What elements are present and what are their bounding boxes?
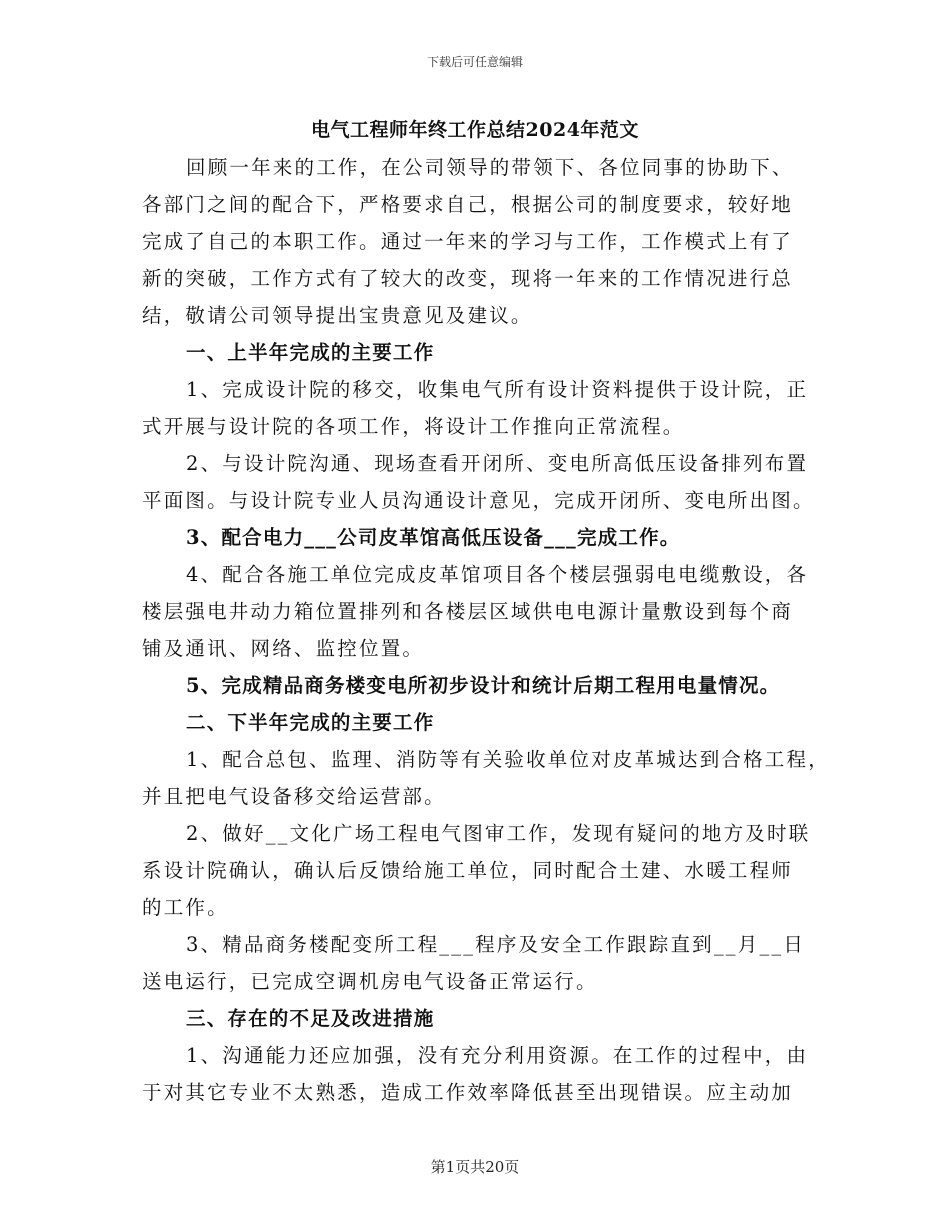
paragraph-line: 3、精品商务楼配变所工程___程序及安全工作跟踪直到__月__日 <box>186 933 806 956</box>
paragraph-line: 1、完成设计院的移交，收集电气所有设计资料提供于设计院，正 <box>186 378 809 401</box>
paragraph-line: 各部门之间的配合下，严格要求自己，根据公司的制度要求，较好地 <box>142 193 794 216</box>
paragraph-line: 并且把电气设备移交给运营部。 <box>142 785 446 808</box>
paragraph-line: 楼层强电井动力箱位置排列和各楼层区域供电电源计量敷设到每个商 <box>142 600 794 623</box>
paragraph-line: 铺及通讯、网络、监控位置。 <box>142 637 425 660</box>
section-heading: 二、下半年完成的主要工作 <box>186 711 435 734</box>
paragraph-line: 1、沟通能力还应加强，没有充分利用资源。在工作的过程中，由 <box>186 1044 809 1067</box>
bold-item: 3、配合电力___公司皮革馆高低压设备___完成工作。 <box>186 526 681 549</box>
paragraph-line: 结，敬请公司领导提出宝贵意见及建议。 <box>142 304 533 327</box>
paragraph-line: 新的突破，工作方式有了较大的改变，现将一年来的工作情况进行总 <box>142 267 794 290</box>
paragraph-line: 式开展与设计院的各项工作，将设计工作推向正常流程。 <box>142 415 685 438</box>
paragraph-line: 回顾一年来的工作，在公司领导的带领下、各位同事的协助下、 <box>186 156 794 179</box>
paragraph-line: 于对其它专业不太熟悉，造成工作效率降低甚至出现错误。应主动加 <box>142 1081 794 1104</box>
document-title: 电气工程师年终工作总结2024年范文 <box>311 119 639 141</box>
paragraph-line: 1、配合总包、监理、消防等有关验收单位对皮革城达到合格工程， <box>186 748 830 771</box>
page-header: 下载后可任意编辑 <box>426 55 523 69</box>
paragraph-line: 的工作。 <box>142 896 229 919</box>
paragraph-line: 平面图。与设计院专业人员沟通设计意见，完成开闭所、变电所出图。 <box>142 489 815 512</box>
paragraph-line: 完成了自己的本职工作。通过一年来的学习与工作，工作模式上有了 <box>142 230 794 253</box>
paragraph-line: 系设计院确认，确认后反馈给施工单位，同时配合土建、水暖工程师 <box>142 859 794 882</box>
section-heading: 一、上半年完成的主要工作 <box>186 341 435 364</box>
page-footer: 第1页共20页 <box>430 1158 520 1176</box>
paragraph-line: 送电运行，已完成空调机房电气设备正常运行。 <box>142 970 598 993</box>
paragraph-line: 2、与设计院沟通、现场查看开闭所、变电所高低压设备排列布置 <box>186 452 809 475</box>
bold-item: 5、完成精品商务楼变电所初步设计和统计后期工程用电量情况。 <box>186 674 781 697</box>
paragraph-line: 2、做好__文化广场工程电气图审工作，发现有疑问的地方及时联 <box>186 822 811 845</box>
section-heading: 三、存在的不足及改进措施 <box>186 1007 435 1030</box>
paragraph-line: 4、配合各施工单位完成皮革馆项目各个楼层强弱电电缆敷设，各 <box>186 563 809 586</box>
